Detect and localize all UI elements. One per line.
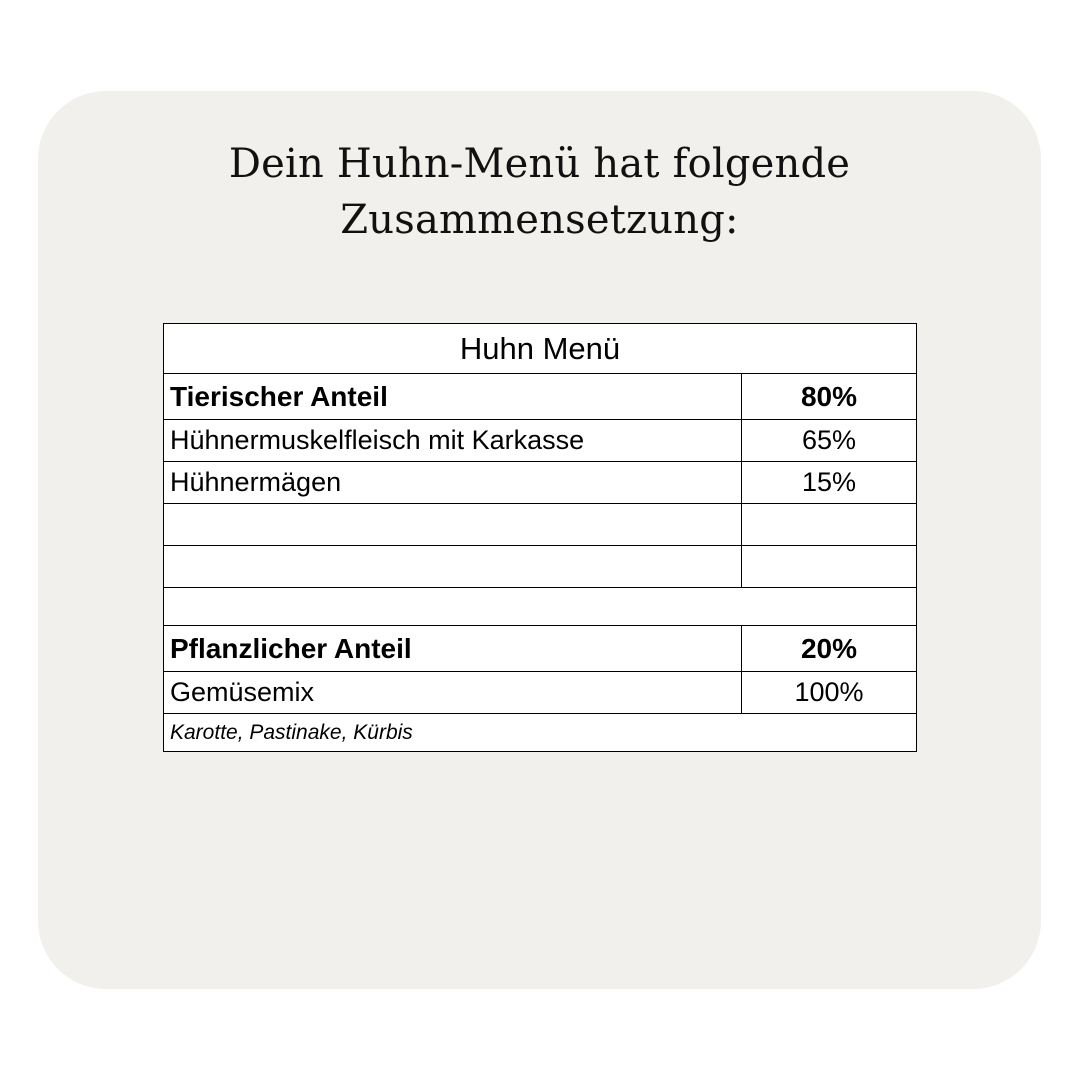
table-title: Huhn Menü [164,324,917,374]
composition-table [163,323,917,752]
ingredient-percent: 100% [742,672,917,714]
page-heading [38,136,1041,248]
ingredient-percent: 15% [742,462,917,504]
empty-cell [164,504,742,546]
ingredient-name: Hühnermuskelfleisch mit Karkasse [164,420,742,462]
empty-table-row [164,546,917,588]
spacer-row [164,588,917,626]
spacer-cell [164,588,917,626]
empty-cell [742,546,917,588]
ingredient-name: Gemüsemix [164,672,742,714]
empty-cell [164,546,742,588]
ingredient-percent: 65% [742,420,917,462]
ingredient-name: Hühnermägen [164,462,742,504]
heading-line-2: Zusammensetzung: [340,197,739,243]
plant-section-percent: 20% [742,626,917,672]
table-title-row [164,324,917,374]
animal-section-percent: 80% [742,374,917,420]
table-row [164,672,917,714]
vegetable-note: Karotte, Pastinake, Kürbis [164,714,917,752]
animal-section-label: Tierischer Anteil [164,374,742,420]
table-row [164,462,917,504]
plant-section-label: Pflanzlicher Anteil [164,626,742,672]
vegetable-note-row [164,714,917,752]
table-row [164,420,917,462]
animal-section-row [164,374,917,420]
heading-line-1: Dein Huhn-Menü hat folgende [228,141,851,187]
plant-section-row [164,626,917,672]
empty-table-row [164,504,917,546]
empty-cell [742,504,917,546]
